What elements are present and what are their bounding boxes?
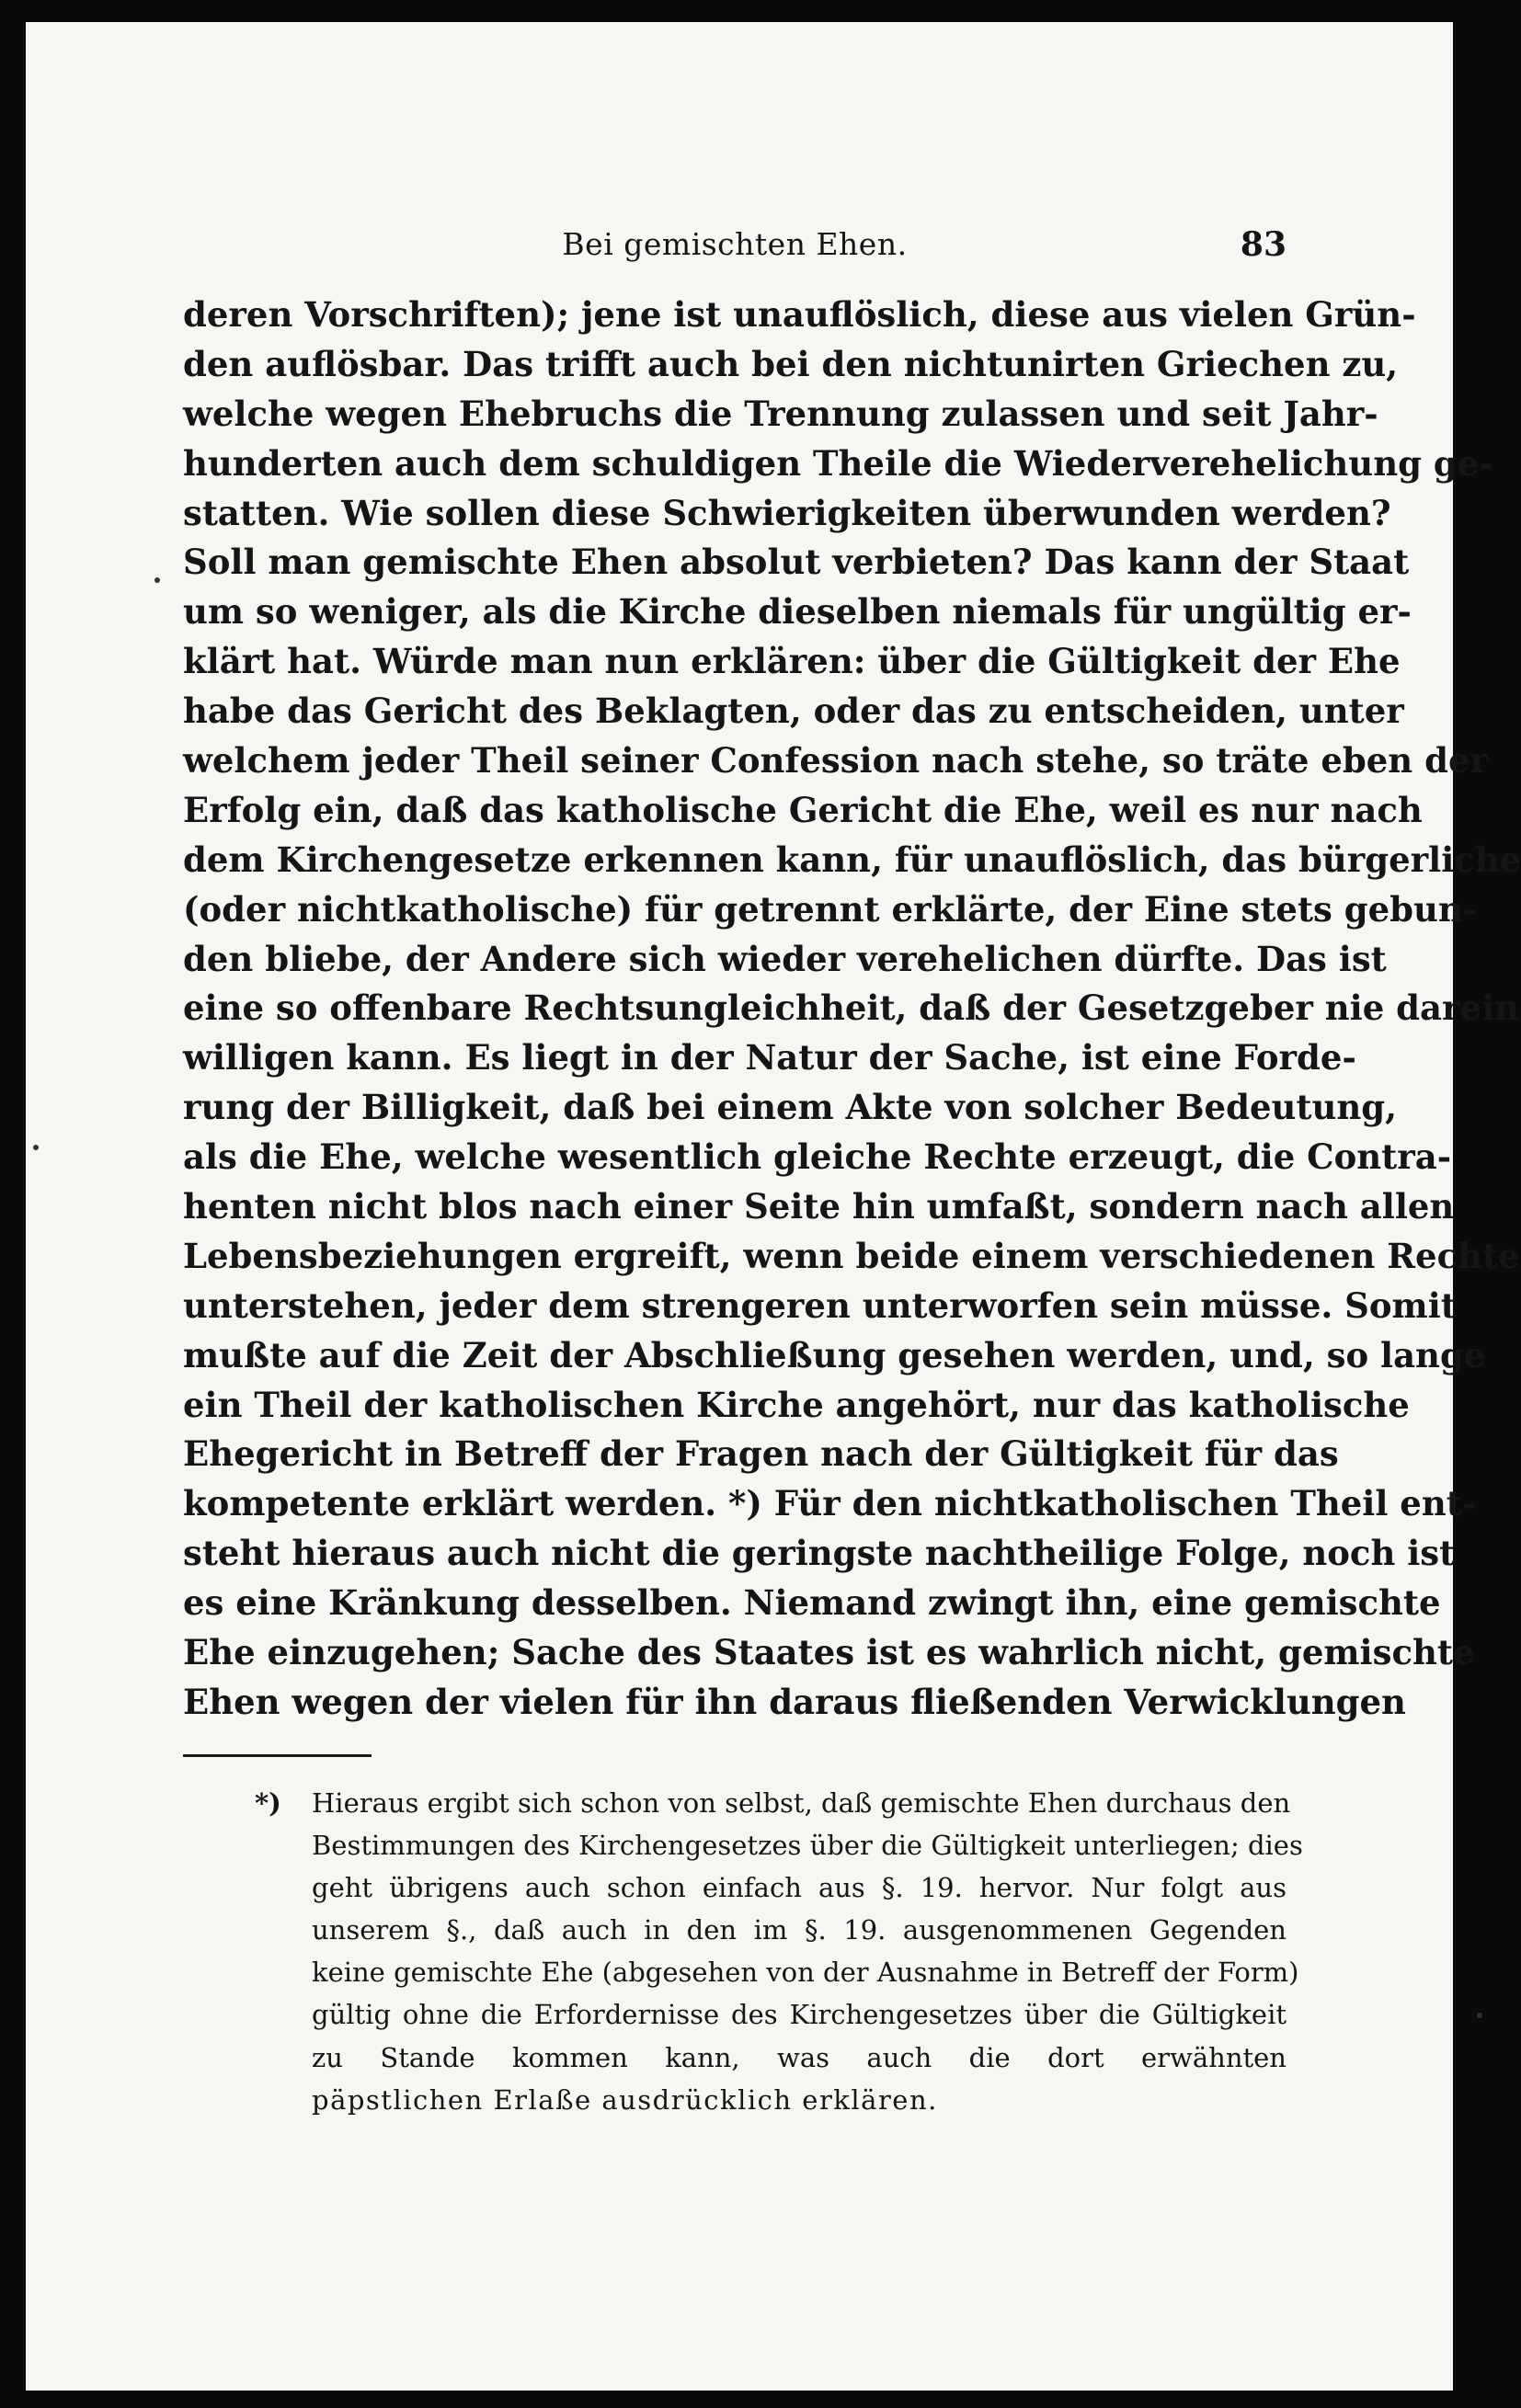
footnote-marker: *) bbox=[255, 1787, 281, 1819]
text-line: kompetente erklärt werden. *) Für den nichtkatholischen Theil ent- bbox=[183, 1483, 1477, 1524]
text-line: henten nicht blos nach einer Seite hin umfaßt, sondern nach allen bbox=[183, 1186, 1455, 1227]
footnote-line: unserem §., daß auch in den im §. 19. ausgenommenen Gegenden bbox=[312, 1914, 1287, 1946]
book-page bbox=[26, 22, 1521, 2391]
text-line: habe das Gericht des Beklagten, oder das zu entscheiden, unter bbox=[183, 690, 1404, 732]
text-line: Ehe einzugehen; Sache des Staates ist es wahrlich nicht, gemischte bbox=[183, 1632, 1475, 1673]
footnote-line: Bestimmungen des Kirchengesetzes über die Gültigkeit unterliegen; dies bbox=[312, 1830, 1303, 1862]
text-line: statten. Wie sollen diese Schwierigkeiten überwunden werden? bbox=[183, 492, 1391, 533]
footnote-line: keine gemischte Ehe (abgesehen von der Ausnahme in Betreff der Form) bbox=[312, 1957, 1299, 1989]
text-line: welchem jeder Theil seiner Confession nach stehe, so träte eben der bbox=[183, 740, 1488, 782]
text-line: unterstehen, jeder dem strengeren unterworfen sein müsse. Somit bbox=[183, 1284, 1457, 1326]
text-line: um so weniger, als die Kirche dieselben niemals für ungültig er- bbox=[183, 591, 1412, 633]
running-title: Bei gemischten Ehen. bbox=[562, 226, 908, 262]
text-line: welche wegen Ehebruchs die Trennung zulassen und seit Jahr- bbox=[183, 393, 1378, 434]
text-line: eine so offenbare Rechtsungleichheit, daß der Gesetzgeber nie darein bbox=[183, 987, 1519, 1029]
text-line: willigen kann. Es liegt in der Natur der Sache, ist eine Forde- bbox=[183, 1037, 1356, 1078]
page-header bbox=[183, 217, 1287, 272]
footnote-line: zu Stande kommen kann, was auch die dort erwähnten bbox=[312, 2041, 1287, 2073]
footnote-line: gültig ohne die Erfordernisse des Kirchengesetzes über die Gültigkeit bbox=[312, 1999, 1287, 2031]
text-line: deren Vorschriften); jene ist unauflöslich, diese aus vielen Grün- bbox=[183, 294, 1416, 335]
text-line: den bliebe, der Andere sich wieder verehelichen dürfte. Das ist bbox=[183, 938, 1387, 979]
text-line: rung der Billigkeit, daß bei einem Akte von solcher Bedeutung, bbox=[183, 1087, 1398, 1128]
text-line: den auflösbar. Das trifft auch bei den nichtunirten Griechen zu, bbox=[183, 343, 1399, 384]
footnote bbox=[183, 1782, 1303, 2121]
text-line: mußte auf die Zeit der Abschließung gesehen werden, und, so lange bbox=[183, 1334, 1486, 1375]
text-line: es eine Kränkung desselben. Niemand zwingt ihn, eine gemischte bbox=[183, 1582, 1441, 1624]
footnote-separator bbox=[183, 1754, 372, 1757]
ink-speck bbox=[1477, 2013, 1482, 2018]
text-line: hunderten auch dem schuldigen Theile die Wiederverehelichung ge- bbox=[183, 442, 1493, 484]
text-line: ein Theil der katholischen Kirche angehört, nur das katholische bbox=[183, 1384, 1410, 1425]
text-line: (oder nichtkatholische) für getrennt erklärte, der Eine stets gebun- bbox=[183, 888, 1478, 930]
text-line: dem Kirchengesetze erkennen kann, für unauflöslich, das bürgerliche bbox=[183, 839, 1521, 880]
page-number: 83 bbox=[1240, 225, 1287, 264]
text-line: Ehegericht in Betreff der Fragen nach der Gültigkeit für das bbox=[183, 1433, 1339, 1475]
ink-speck bbox=[154, 577, 160, 583]
text-line: Lebensbeziehungen ergreift, wenn beide einem verschiedenen Rechte bbox=[183, 1235, 1520, 1276]
text-line: klärt hat. Würde man nun erklären: über die Gültigkeit der Ehe bbox=[183, 641, 1401, 682]
body-text bbox=[183, 291, 1521, 1728]
text-line: Erfolg ein, daß das katholische Gericht die Ehe, weil es nur nach bbox=[183, 789, 1423, 830]
text-line: steht hieraus auch nicht die geringste nachtheilige Folge, noch ist bbox=[183, 1533, 1456, 1574]
text-line: Ehen wegen der vielen für ihn daraus fließenden Verwicklungen bbox=[183, 1681, 1406, 1722]
text-line: als die Ehe, welche wesentlich gleiche Rechte erzeugt, die Contra- bbox=[183, 1136, 1452, 1178]
text-line: Soll man gemischte Ehen absolut verbieten? Das kann der Staat bbox=[183, 542, 1410, 583]
ink-speck bbox=[33, 1145, 39, 1150]
footnote-line: Hieraus ergibt sich schon von selbst, daß gemischte Ehen durchaus den bbox=[312, 1787, 1291, 1819]
footnote-line: geht übrigens auch schon einfach aus §. 19. hervor. Nur folgt aus bbox=[312, 1872, 1287, 1904]
footnote-line: päpstlichen Erlaße ausdrücklich erklären. bbox=[312, 2083, 938, 2116]
